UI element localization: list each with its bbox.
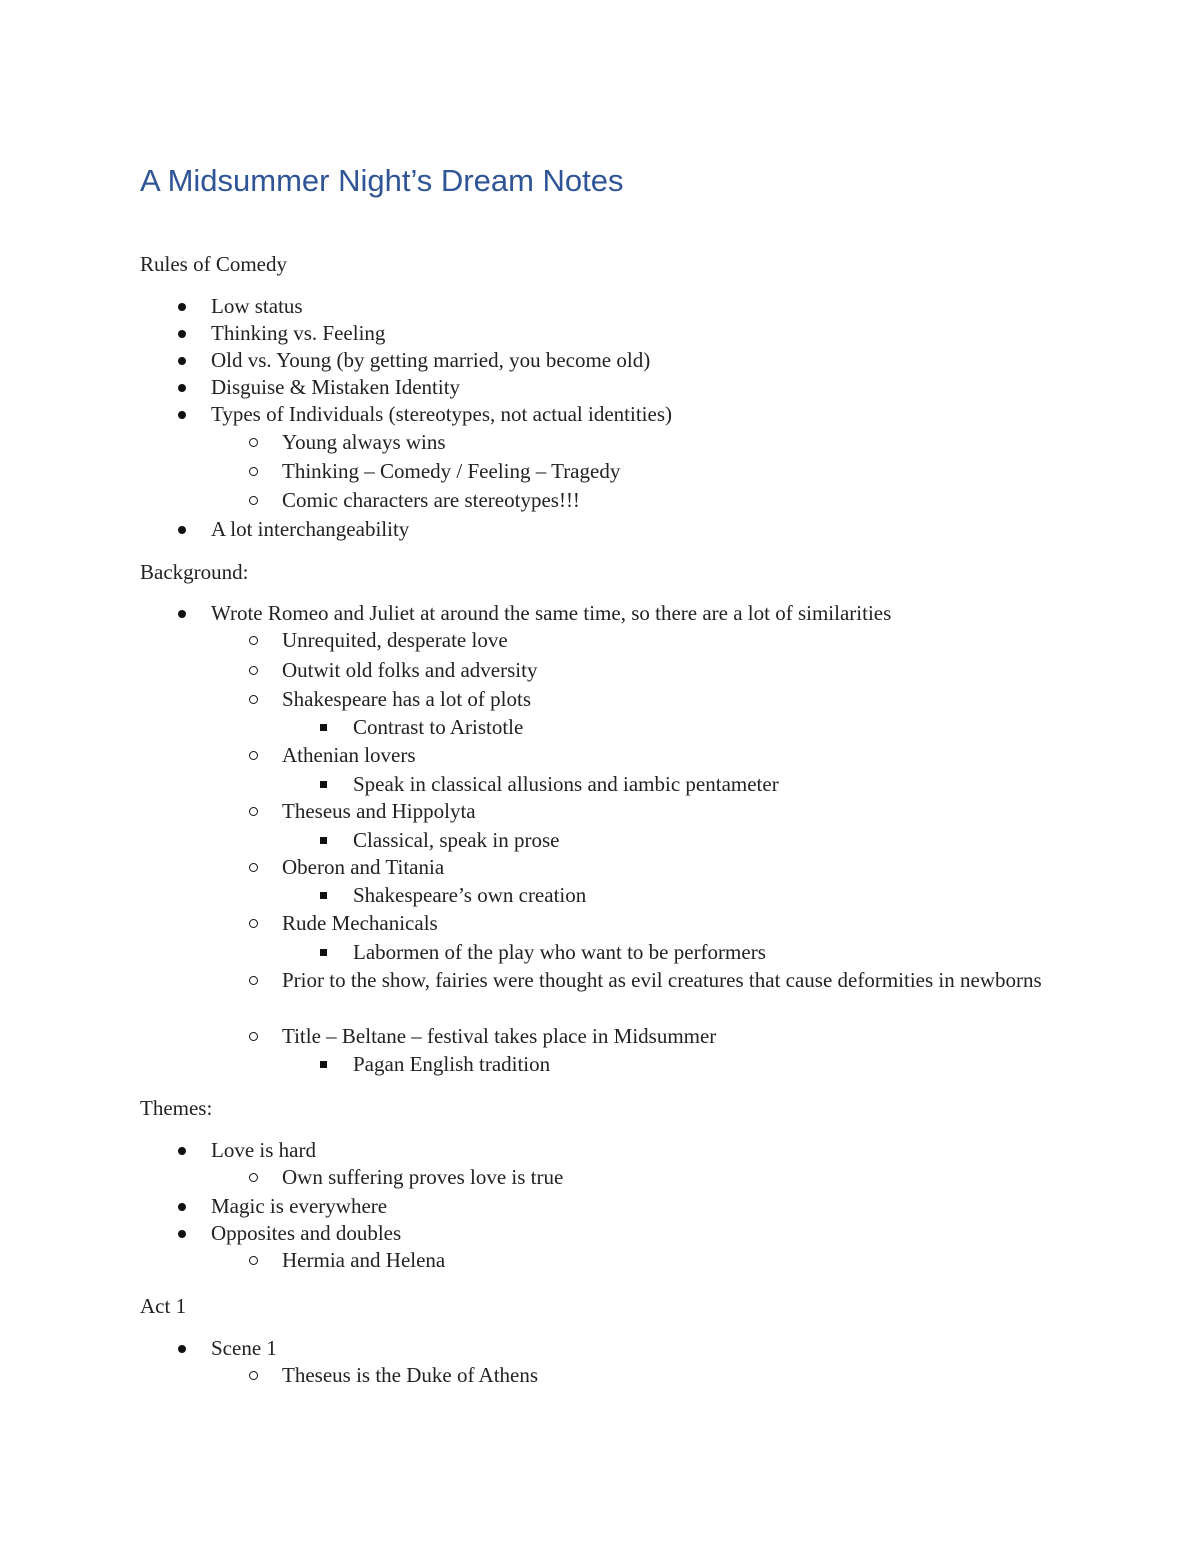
square-bullet-icon (320, 1061, 327, 1068)
circle-bullet-icon (249, 438, 258, 447)
list-item: Theseus is the Duke of Athens (282, 1361, 538, 1389)
list-item: Thinking – Comedy / Feeling – Tragedy (282, 457, 620, 485)
list-item: Old vs. Young (by getting married, you become old) (211, 346, 650, 374)
list-item: Own suffering proves love is true (282, 1163, 563, 1191)
list-item: Shakespeare’s own creation (353, 881, 586, 909)
list-item: Wrote Romeo and Juliet at around the same time, so there are a lot of similarities (211, 599, 891, 627)
section-heading-themes: Themes: (140, 1096, 213, 1120)
bullet-icon (178, 357, 186, 365)
list-item: Unrequited, desperate love (282, 626, 508, 654)
list-item: Disguise & Mistaken Identity (211, 373, 460, 401)
bullet-icon (178, 303, 186, 311)
bullet-icon (178, 411, 186, 419)
square-bullet-icon (320, 949, 327, 956)
list-item: Outwit old folks and adversity (282, 656, 537, 684)
list-item: A lot interchangeability (211, 515, 409, 543)
list-item: Thinking vs. Feeling (211, 319, 385, 347)
list-item: Scene 1 (211, 1334, 277, 1362)
list-item: Pagan English tradition (353, 1050, 550, 1078)
list-item: Magic is everywhere (211, 1192, 387, 1220)
section-heading-rules-of-comedy: Rules of Comedy (140, 252, 287, 276)
list-item: Prior to the show, fairies were thought as evil creatures that cause deformities in newborns (282, 966, 1062, 994)
circle-bullet-icon (249, 1032, 258, 1041)
list-item: Theseus and Hippolyta (282, 797, 476, 825)
circle-bullet-icon (249, 751, 258, 760)
square-bullet-icon (320, 837, 327, 844)
list-item: Hermia and Helena (282, 1246, 445, 1274)
bullet-icon (178, 384, 186, 392)
bullet-icon (178, 526, 186, 534)
list-item: Low status (211, 292, 303, 320)
list-item: Athenian lovers (282, 741, 416, 769)
list-item: Shakespeare has a lot of plots (282, 685, 531, 713)
list-item: Rude Mechanicals (282, 909, 438, 937)
list-item: Comic characters are stereotypes!!! (282, 486, 580, 514)
circle-bullet-icon (249, 1256, 258, 1265)
circle-bullet-icon (249, 807, 258, 816)
bullet-icon (178, 1203, 186, 1211)
list-item: Oberon and Titania (282, 853, 444, 881)
list-item: Title – Beltane – festival takes place in Midsummer (282, 1022, 716, 1050)
bullet-icon (178, 1230, 186, 1238)
list-item: Opposites and doubles (211, 1219, 401, 1247)
circle-bullet-icon (249, 919, 258, 928)
list-item: Types of Individuals (stereotypes, not actual identities) (211, 400, 672, 428)
bullet-icon (178, 1147, 186, 1155)
list-item: Speak in classical allusions and iambic pentameter (353, 770, 779, 798)
circle-bullet-icon (249, 1173, 258, 1182)
circle-bullet-icon (249, 976, 258, 985)
bullet-icon (178, 610, 186, 618)
bullet-icon (178, 1345, 186, 1353)
list-item: Labormen of the play who want to be performers (353, 938, 766, 966)
list-item: Classical, speak in prose (353, 826, 559, 854)
section-heading-background: Background: (140, 560, 249, 584)
document-title: A Midsummer Night’s Dream Notes (140, 163, 624, 198)
list-item: Contrast to Aristotle (353, 713, 523, 741)
square-bullet-icon (320, 892, 327, 899)
circle-bullet-icon (249, 666, 258, 675)
circle-bullet-icon (249, 496, 258, 505)
circle-bullet-icon (249, 636, 258, 645)
list-item: Love is hard (211, 1136, 316, 1164)
list-item: Young always wins (282, 428, 446, 456)
section-heading-act-1: Act 1 (140, 1294, 187, 1318)
circle-bullet-icon (249, 695, 258, 704)
circle-bullet-icon (249, 467, 258, 476)
square-bullet-icon (320, 781, 327, 788)
circle-bullet-icon (249, 1371, 258, 1380)
square-bullet-icon (320, 724, 327, 731)
bullet-icon (178, 330, 186, 338)
circle-bullet-icon (249, 863, 258, 872)
